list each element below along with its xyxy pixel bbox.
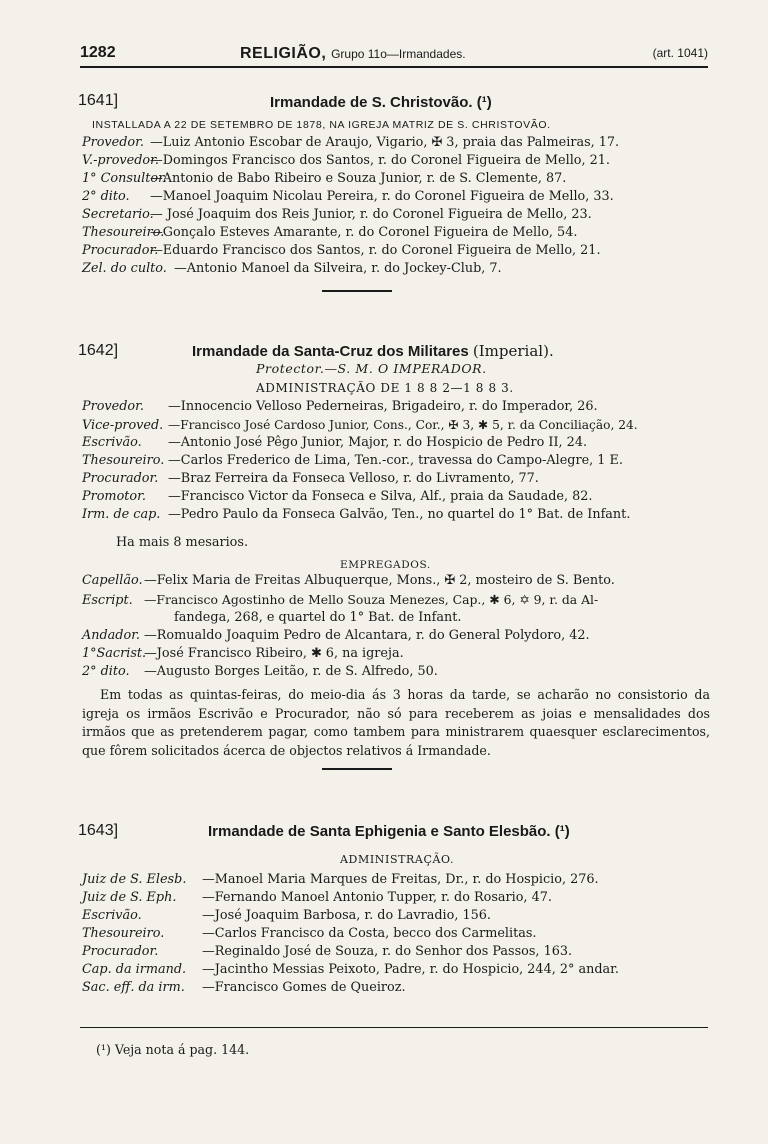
officer-row: Thesoureiro. —Carlos Frederico de Lima, Ten.-cor., travessa do Campo-Alegre, 1 E. [82,453,623,468]
administration-heading-1642: ADMINISTRAÇÃO DE 1 8 8 2—1 8 8 3. [256,381,514,395]
employee-row: Escript. —Francisco Agostinho de Mello Souza Menezes, Cap., ✱ 6, ✡ 9, r. da Al- [82,592,599,608]
employee-row: Capellão.—Felix Maria de Freitas Albuquerque, Mons., ✠ 2, mosteiro de S. Bento. [82,573,615,588]
page-number: 1282 [80,44,116,61]
officer-row: Escrivão. —Antonio José Pêgo Junior, Major, r. do Hospicio de Pedro II, 24. [82,435,588,450]
officer-row: Provedor. —Luiz Antonio Escobar de Araujo, Vigario, ✠ 3, praia das Palmeiras, 17. [82,135,620,150]
section-divider [322,768,392,770]
officer-row: Irm. de cap. —Pedro Paulo da Fonseca Galvão, Ten., no quartel do 1° Bat. de Infant. [82,507,631,522]
officer-row: Procurador. —Reginaldo José de Souza, r. do Senhor dos Passos, 163. [82,944,573,959]
protector-line: Protector.—S. M. O IMPERADOR. [256,361,487,376]
employees-heading: EMPREGADOS. [340,559,431,571]
footnote: (¹) Veja nota á pag. 144. [96,1042,250,1057]
running-title-rest: Grupo 11o—Irmandades. [331,47,466,61]
section-subtitle-1641: INSTALLADA A 22 DE SETEMBRO DE 1878, NA IGREJA MATRIZ DE S. CHRISTOVÃO. [92,119,551,131]
section-divider [322,290,392,292]
officer-row: V.-provedor.—Domingos Francisco dos Santos, r. do Coronel Figueira de Mello, 21. [82,153,610,168]
page-header [80,44,708,68]
mesarios-note: Ha mais 8 mesarios. [116,535,249,550]
employee-row: 2° dito. —Augusto Borges Leitão, r. de S. Alfredo, 50. [82,664,438,679]
footnote-rule [80,1027,708,1028]
officer-row: Vice-proved. —Francisco José Cardoso Junior, Cons., Cor., ✠ 3, ✱ 5, r. da Conciliação, 24. [82,418,638,433]
running-title-bold: RELIGIÃO, [240,45,327,62]
section-number-1641: 1641] [78,92,119,109]
section-number-1642: 1642] [78,342,119,359]
officer-row: Procurador. —Braz Ferreira da Fonseca Velloso, r. do Livramento, 77. [82,471,539,486]
officer-row: 1° Consultor.—Antonio de Babo Ribeiro e Souza Junior, r. de S. Clemente, 87. [82,171,567,186]
section-title-1641: Irmandade de S. Christovão. (¹) [270,94,492,111]
officer-row: Sac. eff. da irm. —Francisco Gomes de Queiroz. [82,980,406,995]
employee-row: Andador. —Romualdo Joaquim Pedro de Alcantara, r. do General Polydoro, 42. [82,628,590,643]
header-rule [80,66,708,68]
officer-row: Juiz de S. Eph. —Fernando Manoel Antonio Tupper, r. do Rosario, 47. [82,890,552,905]
officer-row: Juiz de S. Elesb. —Manoel Maria Marques de Freitas, Dr., r. do Hospicio, 276. [82,872,599,887]
officer-row: Provedor. —Innocencio Velloso Pederneiras, Brigadeiro, r. do Imperador, 26. [82,399,598,414]
officer-row: Thesoureiro. —Carlos Francisco da Costa, becco dos Carmelitas. [82,926,537,941]
officer-row: Procurador.—Eduardo Francisco dos Santos, r. do Coronel Figueira de Mello, 21. [82,243,601,258]
officer-row: Zel. do culto. —Antonio Manoel da Silveira, r. do Jockey-Club, 7. [82,261,502,276]
officer-row: Thesoureiro.—Gonçalo Esteves Amarante, r. do Coronel Figueira de Mello, 54. [82,225,578,240]
employee-row-continuation: fandega, 268, e quartel do 1° Bat. de Infant. [174,610,462,625]
officer-row: Escrivão. —José Joaquim Barbosa, r. do Lavradio, 156. [82,908,491,923]
officer-row: Promotor. —Francisco Victor da Fonseca e Silva, Alf., praia da Saudade, 82. [82,489,593,504]
officer-row: Secretario.— José Joaquim dos Reis Junior, r. do Coronel Figueira de Mello, 23. [82,207,592,222]
schedule-paragraph: Em todas as quintas-feiras, do meio-dia ás 3 horas da tarde, se acharão no consistorio da igreja os irmãos Escrivão e Procurador, não só para receberem as joias e mensalidades dos irmãos que as pretenderem pagar, como tambem para ministrarem quaesquer esclarecimentos, que fôrem solicitados ácerca de objectos relativos á Irmandade. [82,687,710,758]
officer-row: Cap. da irmand. —Jacintho Messias Peixoto, Padre, r. do Hospicio, 244, 2° andar. [82,962,619,977]
section-title-1643: Irmandade de Santa Ephigenia e Santo Elesbão. (¹) [208,823,570,840]
section-title-1642: Irmandade da Santa-Cruz dos Militares (Imperial). [192,342,554,360]
article-ref: (art. 1041) [652,46,708,60]
administration-heading-1643: ADMINISTRAÇÃO. [340,853,455,866]
section-number-1643: 1643] [78,822,119,839]
running-title [240,44,466,63]
employee-row: 1°Sacrist.—José Francisco Ribeiro, ✱ 6, na igreja. [82,646,404,661]
officer-row: 2° dito. —Manoel Joaquim Nicolau Pereira, r. do Coronel Figueira de Mello, 33. [82,189,614,204]
